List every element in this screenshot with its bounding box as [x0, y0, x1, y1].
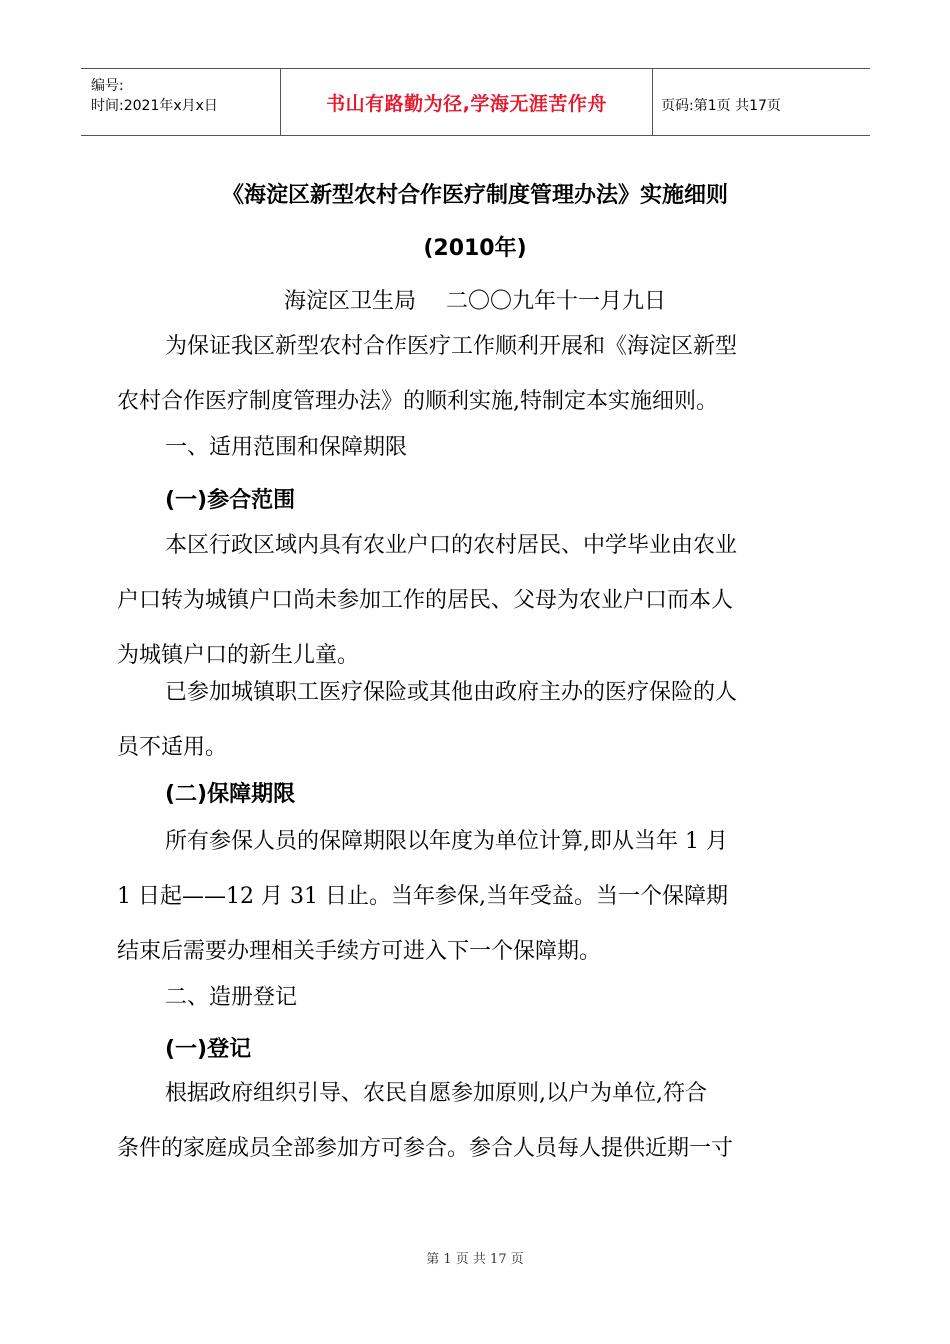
- period-paragraph: [117, 814, 837, 979]
- paragraph-line: 1 日起——12 月 31 日止。当年参保,当年受益。当一个保障期: [117, 884, 728, 909]
- paragraph-line: 员不适用。: [117, 735, 228, 760]
- intro-paragraph: [117, 319, 837, 429]
- header-page-info: 页码:第1页 共17页: [661, 98, 781, 114]
- section-heading: 一、适用范围和保障期限: [165, 435, 408, 460]
- paragraph-line: 户口转为城镇户口尚未参加工作的居民、父母为农业户口而本人: [117, 588, 734, 613]
- paragraph-line: 本区行政区域内具有农业户口的农村居民、中学毕业由农业: [165, 533, 738, 558]
- header-meta: [81, 69, 281, 135]
- subsection-heading: (二)保障期限: [165, 782, 296, 807]
- section-heading: 二、造册登记: [165, 985, 298, 1010]
- paragraph-line: 为城镇户口的新生儿童。: [117, 643, 360, 668]
- paragraph-line: 条件的家庭成员全部参加方可参合。参合人员每人提供近期一寸: [117, 1136, 734, 1161]
- paragraph-line: 所有参保人员的保障期限以年度为单位计算,即从当年 1 月: [165, 829, 728, 854]
- paragraph-line: 已参加城镇职工医疗保险或其他由政府主办的医疗保险的人: [165, 680, 738, 705]
- document-title: 《海淀区新型农村合作医疗制度管理办法》实施细则: [221, 183, 728, 208]
- exclusion-paragraph: [117, 665, 837, 775]
- document-year: (2010年): [423, 236, 527, 261]
- time-label: 时间:2021年x月x日: [91, 98, 218, 114]
- page-header: [81, 68, 870, 136]
- paragraph-line: 根据政府组织引导、农民自愿参加原则,以户为单位,符合: [165, 1081, 707, 1106]
- register-paragraph: [117, 1066, 837, 1176]
- paragraph-line: 结束后需要办理相关手续方可进入下一个保障期。: [117, 939, 602, 964]
- header-motto: 书山有路勤为径,学海无涯苦作舟: [326, 92, 607, 115]
- issuer-date-line: [0, 284, 950, 315]
- header-divider: [652, 69, 653, 135]
- scope-paragraph: [117, 518, 837, 683]
- number-label: 编号:: [91, 78, 124, 94]
- issue-date: 二〇〇九年十一月九日: [446, 289, 667, 314]
- issuer: 海淀区卫生局: [283, 289, 416, 314]
- subsection-heading: (一)登记: [165, 1037, 252, 1062]
- paragraph-line: 农村合作医疗制度管理办法》的顺利实施,特制定本实施细则。: [117, 389, 718, 414]
- page-footer: 第 1 页 共 17 页: [426, 1252, 524, 1267]
- paragraph-line: 为保证我区新型农村合作医疗工作顺利开展和《海淀区新型: [165, 334, 738, 359]
- subsection-heading: (一)参合范围: [165, 488, 296, 513]
